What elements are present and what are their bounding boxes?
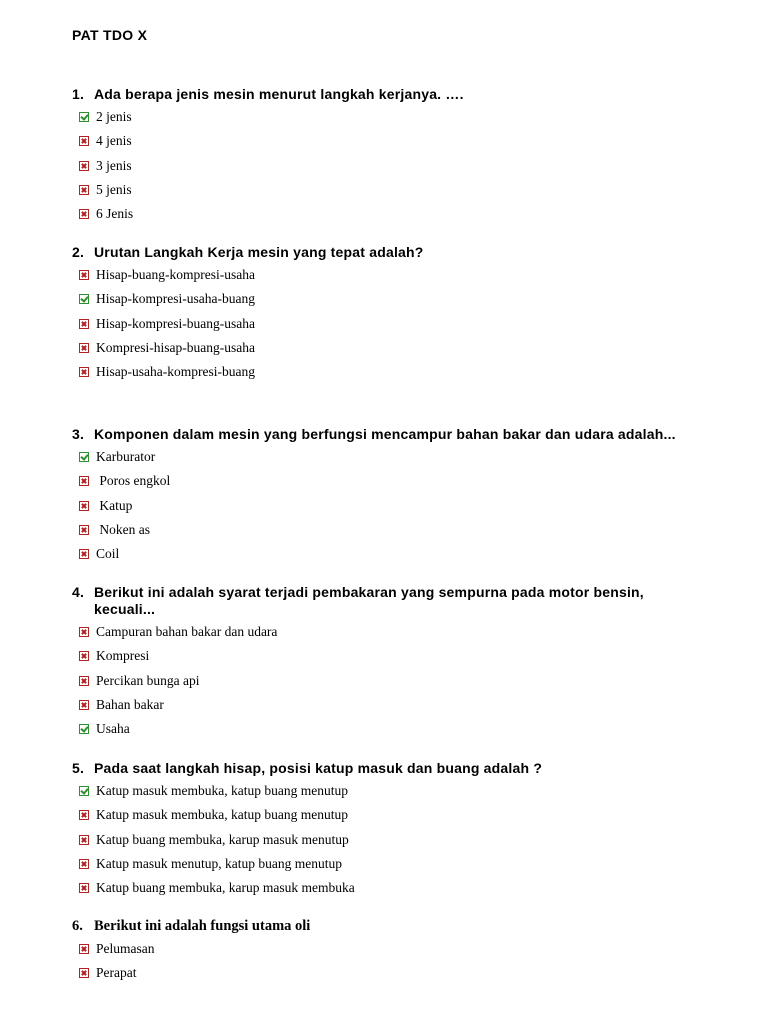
question-heading — [72, 244, 722, 261]
answer-text: Kompresi-hisap-buang-usaha — [96, 340, 255, 356]
answer-text: Coil — [96, 546, 120, 562]
answer-text: Usaha — [96, 721, 130, 737]
answer-text: Karburator — [96, 449, 156, 465]
question-2 — [72, 244, 722, 384]
cross-icon — [79, 185, 89, 195]
cross-icon — [79, 270, 89, 280]
cross-icon — [79, 501, 89, 511]
cross-icon — [79, 944, 89, 954]
question-heading — [72, 918, 722, 935]
answer-text: 3 jenis — [96, 157, 132, 173]
check-icon — [79, 724, 89, 734]
answer-text: 6 Jenis — [96, 206, 134, 222]
answer-text: Perapat — [96, 965, 137, 981]
answer-option[interactable] — [79, 779, 722, 803]
answer-option[interactable] — [79, 828, 722, 852]
cross-icon — [79, 859, 89, 869]
cross-icon — [79, 700, 89, 710]
question-1 — [72, 86, 722, 226]
answer-text: Hisap-usaha-kompresi-buang — [96, 364, 255, 380]
cross-icon — [79, 319, 89, 329]
cross-icon — [79, 209, 89, 219]
answer-options — [79, 620, 722, 741]
answer-text: 2 jenis — [96, 109, 132, 125]
question-5 — [72, 760, 722, 900]
answer-options — [79, 105, 722, 226]
answer-option[interactable] — [79, 129, 722, 153]
answer-option[interactable] — [79, 469, 722, 493]
answer-option[interactable] — [79, 263, 722, 287]
question-text: Ada berapa jenis mesin menurut langkah kerjanya. …. — [94, 86, 464, 102]
answer-text: Katup masuk menutup, katup buang menutup — [96, 856, 342, 872]
answer-text: Campuran bahan bakar dan udara — [96, 624, 278, 640]
answer-text: Poros engkol — [96, 473, 171, 489]
question-text: Komponen dalam mesin yang berfungsi mencampur bahan bakar dan udara adalah... — [94, 426, 676, 442]
question-text: Pada saat langkah hisap, posisi katup masuk dan buang adalah ? — [94, 760, 543, 776]
cross-icon — [79, 627, 89, 637]
answer-option[interactable] — [79, 154, 722, 178]
check-icon — [79, 112, 89, 122]
answer-option[interactable] — [79, 852, 722, 876]
question-number: 1. — [72, 86, 85, 102]
answer-option[interactable] — [79, 542, 722, 566]
cross-icon — [79, 367, 89, 377]
check-icon — [79, 294, 89, 304]
answer-text: Katup buang membuka, karup masuk menutup — [96, 831, 349, 847]
answer-option[interactable] — [79, 202, 722, 226]
answer-text: Katup buang membuka, karup masuk membuka — [96, 880, 355, 896]
cross-icon — [79, 476, 89, 486]
answer-option[interactable] — [79, 644, 722, 668]
answer-option[interactable] — [79, 287, 722, 311]
question-number: 4. — [72, 584, 85, 600]
answer-text: Katup — [96, 497, 133, 513]
answer-options — [79, 263, 722, 384]
answer-options — [79, 445, 722, 566]
answer-options — [79, 779, 722, 900]
question-text: Berikut ini adalah syarat terjadi pembakaran yang sempurna pada motor bensin, kecuali... — [94, 584, 644, 617]
question-heading — [72, 584, 722, 618]
answer-option[interactable] — [79, 312, 722, 336]
answer-text: Pelumasan — [96, 941, 155, 957]
answer-text: Noken as — [96, 522, 150, 538]
answer-option[interactable] — [79, 876, 722, 900]
answer-text: Hisap-kompresi-buang-usaha — [96, 315, 255, 331]
answer-option[interactable] — [79, 717, 722, 741]
question-number: 3. — [72, 426, 85, 442]
cross-icon — [79, 883, 89, 893]
cross-icon — [79, 343, 89, 353]
question-number: 5. — [72, 760, 85, 776]
document-title: PAT TDO X — [72, 27, 148, 43]
answer-text: Katup masuk membuka, katup buang menutup — [96, 807, 348, 823]
cross-icon — [79, 525, 89, 535]
answer-options — [79, 937, 722, 986]
answer-text: Hisap-kompresi-usaha-buang — [96, 291, 255, 307]
question-6 — [72, 918, 722, 986]
answer-option[interactable] — [79, 105, 722, 129]
answer-option[interactable] — [79, 360, 722, 384]
answer-text: Hisap-buang-kompresi-usaha — [96, 267, 255, 283]
answer-option[interactable] — [79, 693, 722, 717]
answer-option[interactable] — [79, 803, 722, 827]
answer-text: Bahan bakar — [96, 697, 164, 713]
answer-option[interactable] — [79, 336, 722, 360]
question-number: 2. — [72, 244, 85, 260]
cross-icon — [79, 651, 89, 661]
cross-icon — [79, 676, 89, 686]
answer-text: Kompresi — [96, 648, 150, 664]
answer-option[interactable] — [79, 445, 722, 469]
answer-text: 4 jenis — [96, 133, 132, 149]
answer-text: Katup masuk membuka, katup buang menutup — [96, 783, 348, 799]
answer-option[interactable] — [79, 178, 722, 202]
answer-option[interactable] — [79, 669, 722, 693]
answer-option[interactable] — [79, 494, 722, 518]
answer-text: 5 jenis — [96, 182, 132, 198]
question-3 — [72, 426, 722, 566]
cross-icon — [79, 835, 89, 845]
cross-icon — [79, 136, 89, 146]
answer-option[interactable] — [79, 937, 722, 961]
cross-icon — [79, 810, 89, 820]
question-heading — [72, 760, 722, 777]
question-number: 6. — [72, 918, 83, 934]
question-text: Urutan Langkah Kerja mesin yang tepat adalah? — [94, 244, 424, 260]
answer-option[interactable] — [79, 961, 722, 985]
answer-option[interactable] — [79, 518, 722, 542]
question-text: Berikut ini adalah fungsi utama oli — [94, 918, 311, 934]
question-heading — [72, 86, 722, 103]
cross-icon — [79, 968, 89, 978]
cross-icon — [79, 161, 89, 171]
answer-text: Percikan bunga api — [96, 672, 200, 688]
cross-icon — [79, 549, 89, 559]
question-4 — [72, 584, 722, 741]
answer-option[interactable] — [79, 620, 722, 644]
check-icon — [79, 786, 89, 796]
check-icon — [79, 452, 89, 462]
question-heading — [72, 426, 722, 443]
